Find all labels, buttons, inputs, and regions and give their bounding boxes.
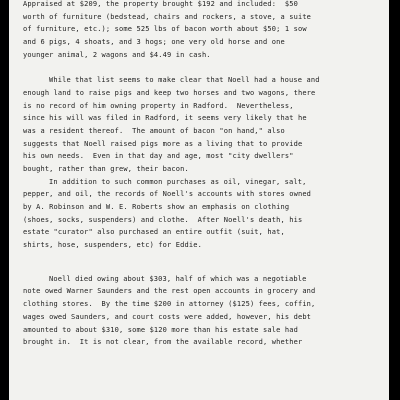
text-line: was a resident thereof. The amount of bacon "on hand," also bbox=[23, 126, 285, 135]
text-line: and 6 pigs, 4 shoats, and 3 hogs; one very old horse and one bbox=[23, 38, 285, 47]
text-line: pepper, and oil, the records of Noell's accounts with stores owned bbox=[23, 190, 312, 199]
text-line: is no record of him owning property in Radford. Nevertheless, bbox=[23, 101, 294, 110]
text-line: estate "curator" also purchased an entire outfit (suit, hat, bbox=[23, 228, 285, 237]
text-line: suggests that Noell raised pigs more as a living that to provide bbox=[23, 139, 303, 148]
text-line: (shoes, socks, suspenders) and clothe. After Noell's death, his bbox=[23, 215, 303, 224]
text-line: since his will was filed in Radford, it seems very likely that he bbox=[23, 114, 307, 123]
paragraph-1 bbox=[23, 0, 385, 61]
text-line: note owed Warner Saunders and the rest open accounts in grocery and bbox=[23, 287, 316, 296]
document-body bbox=[23, 0, 385, 349]
text-line: enough land to raise pigs and keep two horses and two wagons, there bbox=[23, 88, 316, 97]
text-line: brought in. It is not clear, from the available record, whether bbox=[23, 338, 303, 347]
paragraph-4 bbox=[23, 273, 385, 349]
text-line: Noell died owing about $303, half of which was a negotiable bbox=[49, 274, 307, 283]
paragraph-2 bbox=[23, 74, 385, 176]
text-line: Appraised at $209, the property brought $192 and included: $50 bbox=[23, 0, 298, 8]
text-line: While that list seems to make clear that Noell had a house and bbox=[49, 76, 320, 85]
text-line: younger animal, 2 wagons and $4.49 in cash. bbox=[23, 50, 211, 59]
text-line: bought, rather than grew, their bacon. bbox=[23, 164, 189, 173]
text-line: amounted to about $310, some $120 more than his estate sale had bbox=[23, 325, 298, 334]
text-line: his own needs. Even in that day and age, most "city dwellers" bbox=[23, 152, 294, 161]
text-line: of furniture, etc.); some 525 lbs of bacon worth about $50; 1 sow bbox=[23, 25, 307, 34]
text-line: by A. Robinson and W. E. Roberts show an emphasis on clothing bbox=[23, 203, 290, 211]
text-line: clothing stores. By the time $200 in attorney ($125) fees, coffin, bbox=[23, 300, 316, 309]
document-page bbox=[9, 0, 389, 400]
text-line: In addition to such common purchases as oil, vinegar, salt, bbox=[49, 177, 307, 186]
text-line: worth of furniture (bedstead, chairs and rockers, a stove, a suite bbox=[23, 12, 312, 21]
paragraph-3 bbox=[23, 176, 385, 252]
text-line: wages owed Saunders, and court costs were added, however, his debt bbox=[23, 312, 312, 321]
text-line: shirts, hose, suspenders, etc) for Eddie. bbox=[23, 241, 202, 250]
